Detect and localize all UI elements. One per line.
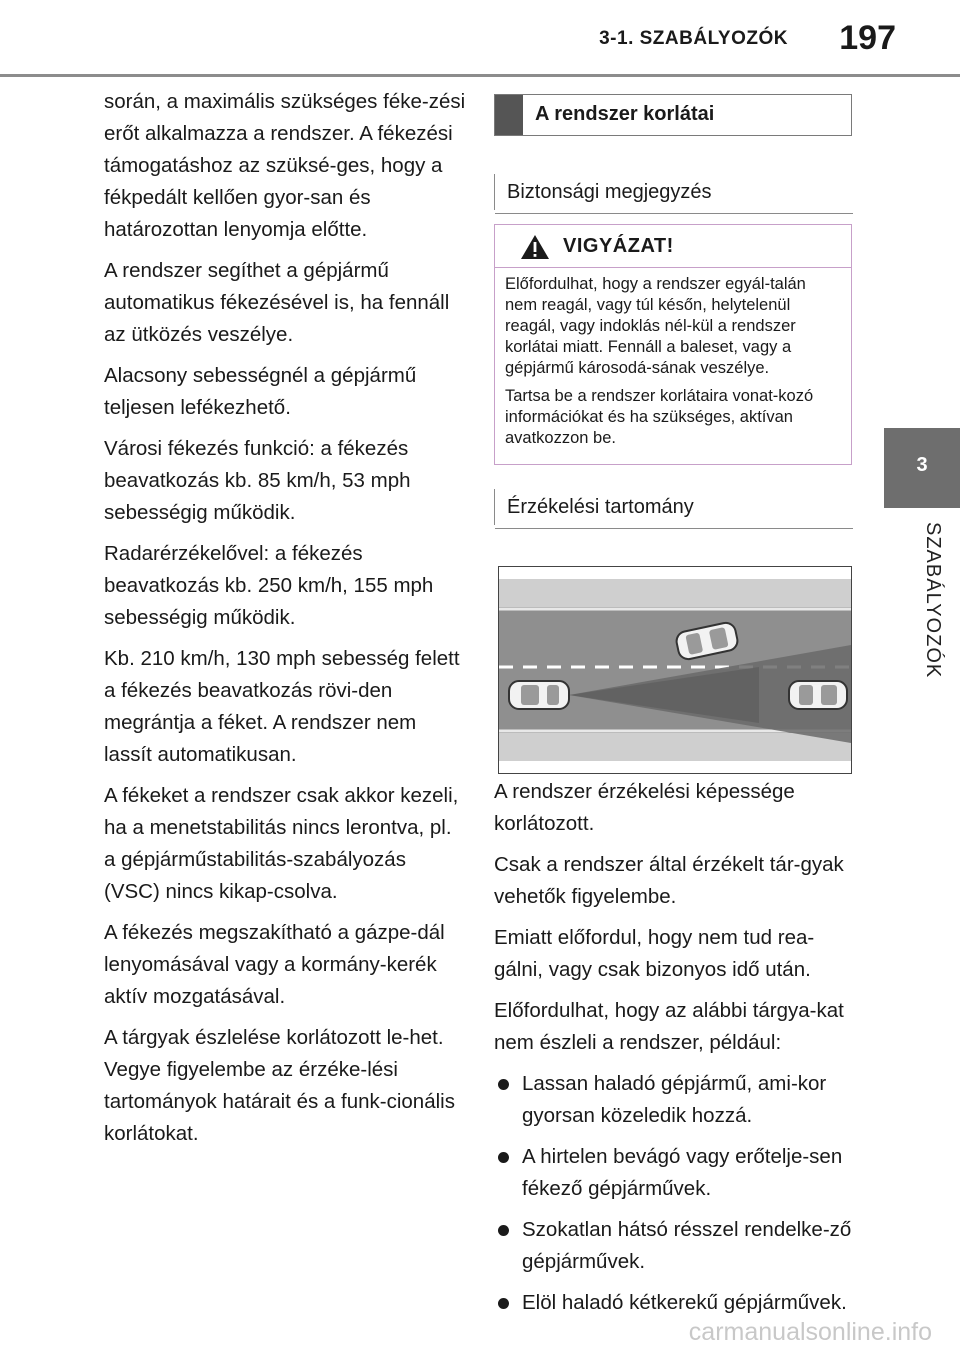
warning-body <box>495 268 851 464</box>
bullet-icon <box>498 1152 509 1163</box>
list-item-text: Elöl haladó kétkerekű gépjárművek. <box>522 1291 847 1314</box>
warning-paragraph: Tartsa be a rendszer korlátaira vonat-kozó információkat és ha szükséges, aktívan avatkozzon be. <box>505 387 814 447</box>
road-illustration <box>499 567 851 773</box>
bullet-icon <box>498 1225 509 1236</box>
car-ahead <box>789 681 847 709</box>
subheading-safety <box>494 174 852 210</box>
body-paragraph: A rendszer érzékelési képessége korlátozott. <box>494 780 795 835</box>
body-paragraph: Kb. 210 km/h, 130 mph sebesség felett a fékezés beavatkozás rövi-den megrántja a féket. A rendszer nem lassít automatikusan. <box>104 647 460 766</box>
list-item <box>494 1141 852 1205</box>
warning-triangle-icon <box>520 234 550 265</box>
subheading-safety-text: Biztonsági megjegyzés <box>507 181 712 203</box>
warning-header <box>495 225 851 268</box>
list-item-text: Lassan haladó gépjármű, ami-kor gyorsan közeledik hozzá. <box>522 1072 827 1127</box>
body-paragraph: A fékeket a rendszer csak akkor kezeli, ha a menetstabilitás nincs lerontva, pl. a gépjárműstabilitás-szabályozás (VSC) nincs kikap-csolva. <box>104 784 459 903</box>
bullet-icon <box>498 1298 509 1309</box>
page-number: 197 <box>839 19 896 57</box>
list-item <box>494 1287 852 1319</box>
body-paragraph: Városi fékezés funkció: a fékezés beavatkozás kb. 85 km/h, 53 mph sebességig működik. <box>104 437 411 524</box>
warning-paragraph: Előfordulhat, hogy a rendszer egyál-talán nem reagál, vagy túl későn, helytelenül reagál, vagy indoklás nél-kül a rendszer korlátai miatt. Fennáll a baleset, vagy a gépjármű károsodá-sának veszélye. <box>505 275 806 377</box>
bullet-icon <box>498 1079 509 1090</box>
section-heading: A rendszer korlátai <box>535 103 715 125</box>
body-paragraph: során, a maximális szükséges féke-zési erőt alkalmazza a rendszer. A fékezési támogatáshoz az szüksé-ges, hogy a fékpedált kellően gyor-san és határozottan lenyomja előtte. <box>104 90 466 241</box>
chapter-title: 3-1. SZABÁLYOZÓK <box>599 28 788 49</box>
left-column <box>104 86 466 1159</box>
chapter-tab-label: SZABÁLYOZÓK <box>922 522 944 679</box>
road-shoulder-bottom <box>499 733 851 761</box>
list-item-text: Szokatlan hátsó résszel rendelke-ző gépjárművek. <box>522 1218 852 1273</box>
chapter-tab-number: 3 <box>916 454 928 476</box>
header-divider <box>0 74 960 77</box>
ego-car <box>509 681 569 709</box>
detection-range-diagram <box>498 566 852 774</box>
list-item <box>494 1214 852 1278</box>
subheading-underline <box>495 528 853 529</box>
body-paragraph: Csak a rendszer által érzékelt tár-gyak vehetők figyelembe. <box>494 853 844 908</box>
body-paragraph: A rendszer segíthet a gépjármű automatikus fékezésével is, ha fennáll az ütközés veszélye. <box>104 259 450 346</box>
subheading-underline <box>495 213 853 214</box>
subheading-range-text: Érzékelési tartomány <box>507 496 694 518</box>
chapter-tab <box>884 428 960 508</box>
watermark: carmanualsonline.info <box>688 1318 932 1346</box>
body-paragraph: Radarérzékelővel: a fékezés beavatkozás kb. 250 km/h, 155 mph sebességig működik. <box>104 542 434 629</box>
body-paragraph: Alacsony sebességnél a gépjármű teljesen lefékezhető. <box>104 364 417 419</box>
warning-box <box>494 224 852 465</box>
body-paragraph: Előfordulhat, hogy az alábbi tárgya-kat nem észleli a rendszer, például: <box>494 999 844 1054</box>
body-paragraph: A tárgyak észlelése korlátozott le-het. Vegye figyelembe az érzéke-lési tartományok határait és a funk-cionális korlátokat. <box>104 1026 455 1145</box>
list-item <box>494 1068 852 1132</box>
body-paragraph: A fékezés megszakítható a gázpe-dál lenyomásával vagy a kormány-kerék aktív mozgatásával. <box>104 921 445 1008</box>
subheading-range <box>494 489 852 525</box>
section-heading-box <box>494 94 852 136</box>
limitations-list <box>494 1068 852 1319</box>
right-column-text <box>494 776 852 1328</box>
section-heading-marker <box>495 95 523 135</box>
right-column <box>494 94 852 539</box>
body-paragraph: Emiatt előfordul, hogy nem tud rea-gálni, vagy csak bizonyos idő után. <box>494 926 815 981</box>
list-item-text: A hirtelen bevágó vagy erőtelje-sen fékező gépjárművek. <box>522 1145 843 1200</box>
warning-title: VIGYÁZAT! <box>563 235 674 257</box>
road-shoulder-top <box>499 579 851 607</box>
